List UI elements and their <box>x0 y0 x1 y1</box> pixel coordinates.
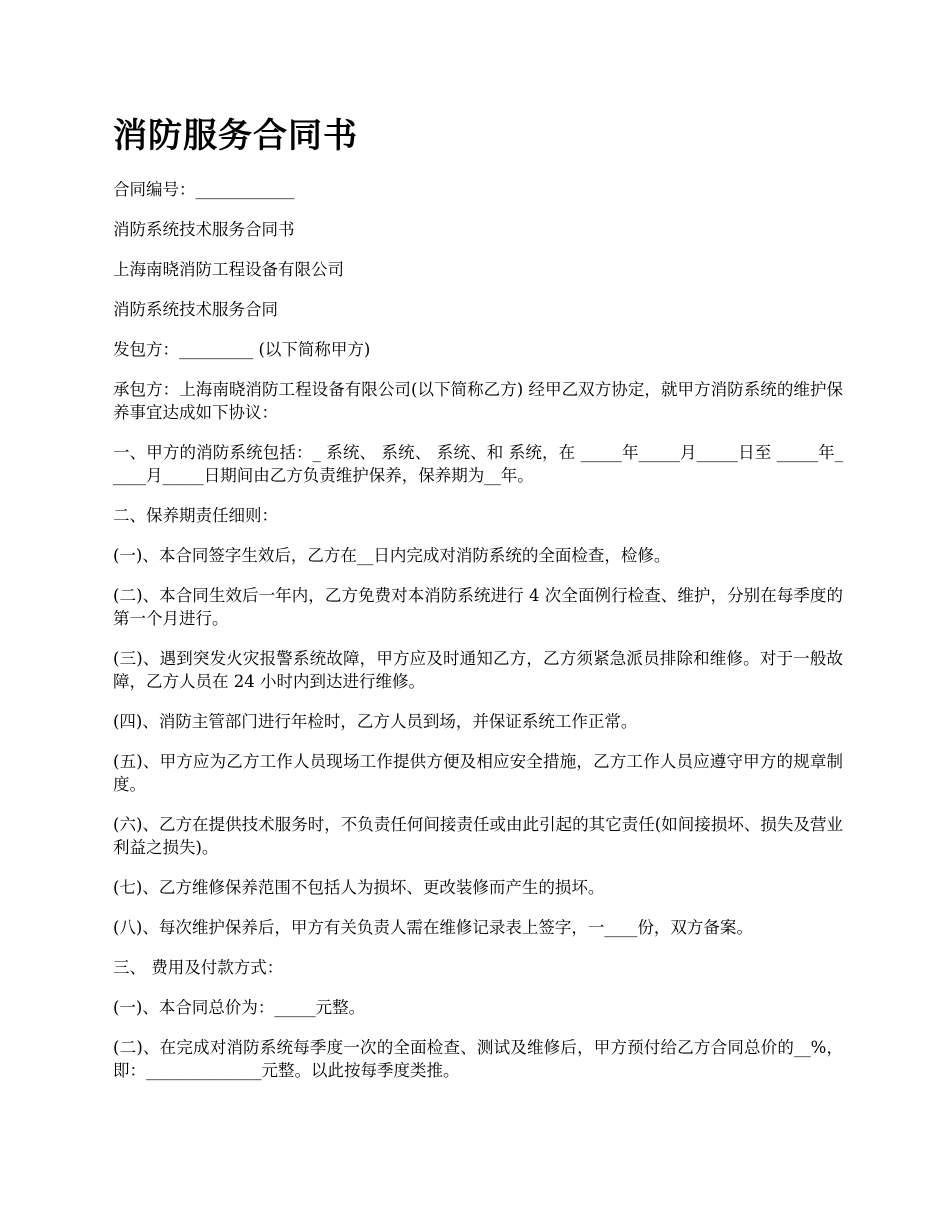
clause-2-6: (六)、乙方在提供技术服务时，不负责任何间接责任或由此引起的其它责任(如间接损坏、损失及营业利益之损失)。 <box>113 815 843 857</box>
clause-2-3: (三)、遇到突发火灾报警系统故障，甲方应及时通知乙方，乙方须紧急派员排除和维修。对于一般故障，乙方人员在 24 小时内到达进行维修。 <box>113 649 843 691</box>
clause-3-1: (一)、本合同总价为：_____元整。 <box>113 998 366 1017</box>
section-3-heading: 三、 费用及付款方式： <box>113 958 284 977</box>
subtitle-contract: 消防系统技术服务合同 <box>113 300 278 319</box>
document-page <box>113 108 843 1099</box>
clause-2-5: (五)、甲方应为乙方工作人员现场工作提供方便及相应安全措施，乙方工作人员应遵守甲方的规章制度。 <box>113 752 843 794</box>
clause-3-2: (二)、在完成对消防系统每季度一次的全面检查、测试及维修后，甲方预付给乙方合同总价的__%，即：______________元整。以此按每季度类推。 <box>113 1038 843 1080</box>
party-a: 发包方：_________ (以下简称甲方) <box>113 340 371 359</box>
company-name: 上海南晓消防工程设备有限公司 <box>113 260 344 279</box>
subtitle-contract-book: 消防系统技术服务合同书 <box>113 220 295 239</box>
clause-2-1: (一)、本合同签字生效后，乙方在__日内完成对消防系统的全面检查，检修。 <box>113 546 671 565</box>
section-2-heading: 二、保养期责任细则： <box>113 506 278 525</box>
contract-number: 合同编号：____________ <box>113 180 295 199</box>
clause-1: 一、甲方的消防系统包括：_ 系统、 系统、 系统、和 系统，在 _____年_____月_____日至 _____年_____月_____日期间由乙方负责维护保养，保养期为__年。 <box>113 443 843 485</box>
clause-2-2: (二)、本合同生效后一年内，乙方免费对本消防系统进行 4 次全面例行检查、维护，分别在每季度的第一个月进行。 <box>113 586 843 628</box>
party-b: 承包方：上海南晓消防工程设备有限公司(以下简称乙方) 经甲乙双方协定，就甲方消防系统的维护保养事宜达成如下协议： <box>113 380 843 422</box>
clause-2-8: (八)、每次维护保养后，甲方有关负责人需在维修记录表上签字，一____份，双方备案。 <box>113 918 753 937</box>
clause-2-4: (四)、消防主管部门进行年检时，乙方人员到场，并保证系统工作正常。 <box>113 712 638 731</box>
clause-2-7: (七)、乙方维修保养范围不包括人为损坏、更改装修而产生的损坏。 <box>113 878 605 897</box>
document-title: 消防服务合同书 <box>113 116 358 156</box>
